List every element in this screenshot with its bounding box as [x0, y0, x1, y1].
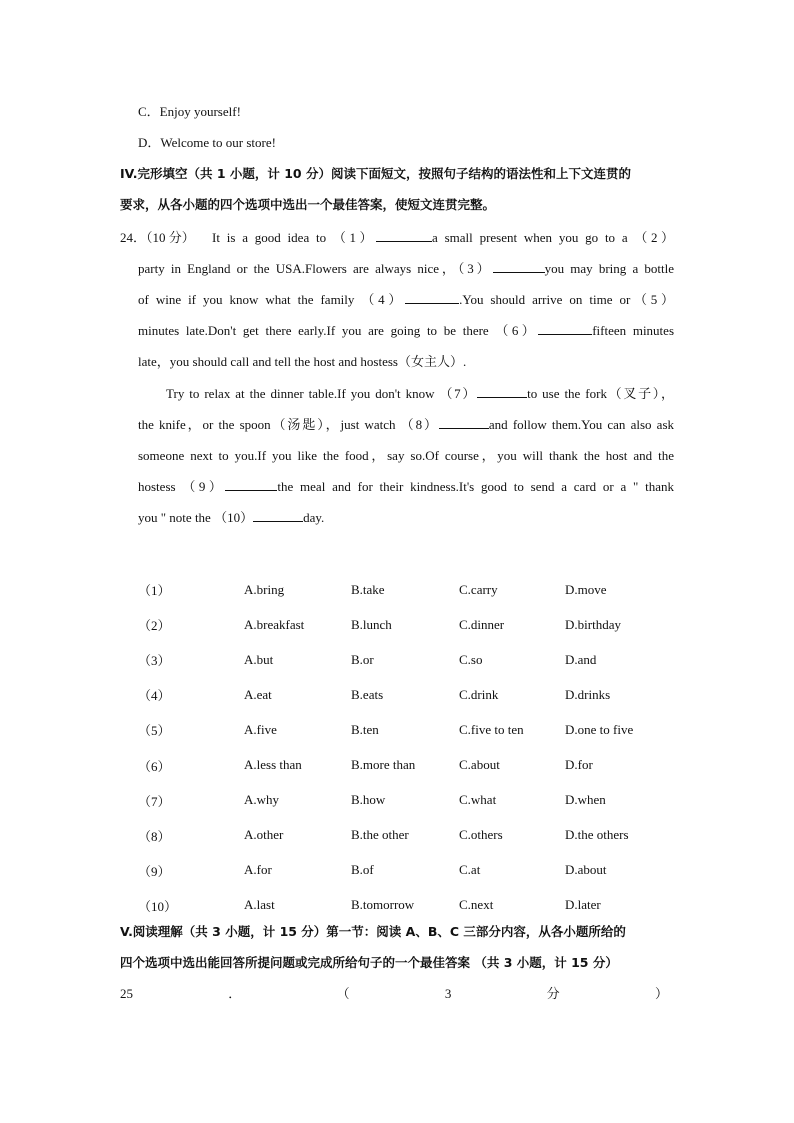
passage-text: .You should arrive on time or（5） — [459, 292, 674, 307]
option-b: B.how — [351, 792, 386, 808]
passage-text: and follow them.You can also ask — [488, 417, 675, 432]
passage-line-9 — [138, 471, 674, 502]
passage-text: day. — [303, 510, 325, 525]
question-number: 25 — [120, 986, 133, 1001]
option-c: C.carry — [459, 581, 498, 597]
section-4-header-line1: IV.完形填空（共 1 小题，计 10 分）阅读下面短文，按照句子结构的语法性和上下文连贯的 — [120, 166, 631, 181]
option-b: B.more than — [351, 757, 416, 773]
passage-text: party in England or the USA.Flowers are always nice，（3） — [138, 261, 493, 276]
passage-text: to use the fork（叉子）， — [527, 386, 674, 401]
option-row — [138, 888, 675, 923]
option-b: B.the other — [351, 827, 409, 843]
option-c: C.at — [459, 862, 481, 878]
option-number: （9） — [138, 863, 171, 879]
question-25-label — [120, 985, 668, 1003]
option-row — [138, 712, 675, 747]
option-a: A.why — [244, 792, 280, 808]
option-b: B.eats — [351, 686, 384, 702]
option-number: （10） — [138, 898, 178, 914]
option-row — [138, 783, 675, 818]
question-points-value: 3 — [444, 986, 452, 1001]
option-d: D.the others — [565, 827, 629, 843]
option-row — [138, 642, 675, 677]
passage-text: hostess （9） — [138, 479, 226, 494]
passage-text: you may bring a bottle — [544, 261, 674, 276]
option-d: D.birthday — [565, 616, 621, 632]
passage-line-10 — [138, 502, 674, 533]
option-c: C.so — [459, 651, 483, 667]
passage-line-5 — [138, 346, 674, 377]
option-row — [138, 747, 675, 782]
option-number: （3） — [138, 653, 171, 669]
passage-line-2 — [138, 253, 674, 284]
passage-text: a small present when you go to a （2） — [432, 230, 674, 245]
option-a: A.for — [244, 862, 272, 878]
option-c: C.about — [459, 757, 500, 773]
option-b: B.or — [351, 651, 374, 667]
passage-text: It is a good idea to （1） — [212, 230, 377, 245]
option-c: C.what — [459, 792, 497, 808]
section-5-header-line1: V.阅读理解（共 3 小题，计 15 分）第一节：阅读 A、B、C 三部分内容，从各小题所给的 — [120, 924, 626, 939]
passage-text: of wine if you know what the family （4） — [138, 292, 406, 307]
question-points-unit: 分 — [546, 986, 560, 1001]
option-row — [138, 853, 675, 888]
option-number: （5） — [138, 723, 171, 739]
option-c: C.dinner — [459, 616, 505, 632]
passage-text: late，you should call and tell the host and hostess（女主人）. — [138, 354, 467, 369]
blank-3 — [493, 259, 545, 273]
option-c-previous: C．Enjoy yourself! — [138, 104, 241, 119]
passage-text: someone next to you.If you like the food，say so.Of course，you will thank the host and the — [138, 448, 674, 463]
blank-6 — [538, 321, 592, 335]
option-a: A.other — [244, 827, 284, 843]
option-d: D.later — [565, 897, 601, 913]
options-table — [138, 572, 675, 923]
question-number: 24． — [120, 230, 147, 245]
passage-text: minutes late.Don't get there early.If you are going to be there （6） — [138, 323, 539, 338]
option-d: D.move — [565, 581, 607, 597]
option-a: A.bring — [244, 581, 285, 597]
option-row — [138, 818, 675, 853]
option-d-previous: D．Welcome to our store! — [138, 135, 276, 150]
option-b: B.of — [351, 862, 374, 878]
section-5-header-line2: 四个选项中选出能回答所提问题或完成所给句子的一个最佳答案 （共 3 小题，计 15 分） — [120, 955, 618, 970]
passage-text: Try to relax at the dinner table.If you don't know （7） — [166, 386, 478, 401]
option-a: A.breakfast — [244, 616, 305, 632]
option-c: C.drink — [459, 686, 499, 702]
option-d: D.when — [565, 792, 606, 808]
section-4-header-line2: 要求，从各小题的四个选项中选出一个最佳答案，使短文连贯完整。 — [120, 197, 496, 212]
passage-line-7 — [138, 409, 674, 440]
passage-text: you " note the （10） — [138, 510, 254, 525]
blank-1 — [376, 228, 432, 242]
option-number: （7） — [138, 793, 171, 809]
option-a: A.less than — [244, 757, 302, 773]
option-row — [138, 572, 675, 607]
passage-line-1 — [212, 222, 674, 253]
option-d: D.for — [565, 757, 593, 773]
blank-10 — [253, 508, 303, 522]
option-b: B.lunch — [351, 616, 392, 632]
question-punct: ． — [228, 986, 242, 1001]
option-a: A.five — [244, 721, 277, 737]
option-number: （6） — [138, 758, 171, 774]
option-a: A.last — [244, 897, 275, 913]
option-b: B.take — [351, 581, 385, 597]
passage-text: the knife，or the spoon（汤匙），just watch （8） — [138, 417, 439, 432]
option-d: D.about — [565, 862, 607, 878]
option-d: D.drinks — [565, 686, 611, 702]
option-number: （4） — [138, 688, 171, 704]
option-b: B.ten — [351, 721, 379, 737]
option-c: C.others — [459, 827, 503, 843]
question-24-label — [120, 229, 195, 247]
option-c: C.next — [459, 897, 494, 913]
passage-line-3 — [138, 284, 674, 315]
blank-7 — [477, 384, 527, 398]
passage-text: fifteen minutes — [592, 323, 674, 338]
blank-4 — [405, 290, 459, 304]
question-points: （10 分） — [146, 230, 195, 245]
passage-line-4 — [138, 315, 674, 346]
passage-line-8 — [138, 440, 674, 471]
passage-text: the meal and for their kindness.It's good to send a card or a " thank — [277, 479, 675, 494]
option-row — [138, 677, 675, 712]
option-d: D.one to five — [565, 721, 634, 737]
option-b: B.tomorrow — [351, 897, 415, 913]
option-a: A.eat — [244, 686, 272, 702]
blank-8 — [439, 415, 489, 429]
option-number: （1） — [138, 583, 171, 599]
question-paren-open: （ — [336, 986, 350, 1001]
blank-9 — [225, 477, 277, 491]
option-number: （2） — [138, 618, 171, 634]
option-a: A.but — [244, 651, 274, 667]
option-number: （8） — [138, 828, 171, 844]
question-paren-close: ） — [654, 986, 668, 1001]
option-row — [138, 607, 675, 642]
passage-line-6 — [166, 378, 674, 409]
option-d: D.and — [565, 651, 597, 667]
option-c: C.five to ten — [459, 721, 524, 737]
